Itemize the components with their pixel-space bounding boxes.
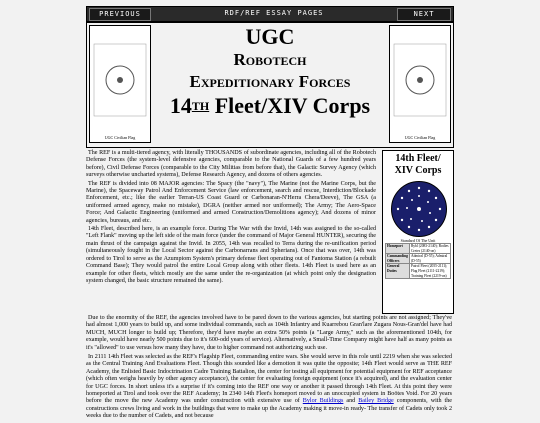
paragraph-5-tail: components, with the constructions crews living and work in the buildings that were to make up the Academy making it move-in ready- The transfer of Cadets only took 2 weeks due to the number of Cadets, and not because	[86, 398, 452, 420]
title-fleet-number: 14	[169, 93, 192, 118]
infobox-key: Commanding Officers	[387, 254, 408, 263]
infobox-title-line-1: 14th Fleet/	[395, 153, 441, 164]
previous-label: PREVIOUS	[99, 10, 141, 18]
title-line-1: UGC	[245, 24, 295, 49]
paragraph-3: 14th Fleet, described here, is an example force. During The War with the Invid, 14th was assigned to the so-called "Left Flank" moving up the left side of the main force (under the command of Major General HUNTER), securing the main thrust of the campaign against the Invid. In 2055, 14th was recalled to Terra during the re-unification period (simultaneously fought in the Local Sector against the Carbonarrans and Spherians). Once that was over, 14th was ordered to Tirol to serve as the Azumpiom System's primary defense fleet operating out of Fantoma Station (a rebuilt Command Base); They would patrol the entire Local Group along with other fleets. 14th Fleet is used here as an example for other fleets, which mostly are the same under the re-organization (at which point only the designation system changed, the basic structure remained the same).	[86, 226, 376, 284]
infobox-key: Homeport	[386, 244, 410, 254]
unit-standard-emblem	[391, 181, 447, 237]
infobox-title	[383, 153, 453, 177]
nav-bar	[86, 6, 454, 22]
infobox-value: Rybl (2083-2140); Bodies Cretes (2140-on)	[410, 244, 449, 253]
bailey-bridge-link[interactable]: Bailey Bridge	[358, 398, 394, 405]
infobox-flag-caption: Standard Of The Unit	[400, 238, 436, 243]
infobox-value: Patrol Fleet (2055-2111); Flag Fleet (2111-2219); Training Fleet (2219-on)	[409, 264, 450, 279]
flag-left-caption: UGC Civilian Flag	[104, 135, 136, 140]
flag-left-image	[90, 26, 150, 134]
infobox-key: General Duties	[386, 264, 410, 279]
infobox-row	[386, 254, 451, 264]
title-fleet-rest: Fleet/XIV Corps	[209, 93, 371, 118]
infobox-row	[386, 244, 451, 254]
paragraph-4: Due to the enormity of the REF, the agencies involved have to be pared down to the various agencies, but starting points are not assigned; They've had almost 1,000 years to build up, and some individual commands, such as 104th Infantry and Kuarrebou Gran'lare Zugara Nous-Gran'del have had MUCH, MUCH longer to build up; Therefore, they'd have maybe an extra 50% points (a "Large Army," such as the aforementioned 104th, for example, would have nearly 500 points due to it's 600-odd years of service). Alternatively, a Small-Time Company might have half as many points as it's "allowed" to use versus how many they have, due to higher command not authorizing such use.	[86, 315, 452, 351]
next-label: NEXT	[413, 10, 435, 18]
paragraph-2: The REF is divided into 08 MAJOR agencies: The Spacy (the "navy"), The Marine (not the Marine Corps, but the Marine), the Spaceway Patrol And Enforcement Service (law enforcement, search and rescue, Interdiction/Blockade Enforcement, etc.; like the earlier Terran-US Coast Guard or Carbonaran-N'Herra Chera/Deeve), The GSA (a uniformed armed agency, make no mistake), DGRA (neither armed nor uniformed); The Army; The Aero-Space Force; And Galactic Engineering (uniformed and armed Construction/Demolitions agency); And dozens of minor agencies, bureaus, and etc.	[86, 180, 376, 224]
flag-right-image	[390, 26, 450, 134]
title-line-2: Robotech	[233, 50, 307, 69]
flag-left	[89, 25, 151, 143]
link-conjunction: and	[343, 398, 359, 405]
flag-right-caption: UGC Civilian Flag	[404, 135, 436, 140]
title-fleet-suffix: TH	[191, 99, 210, 113]
infobox-table	[385, 243, 451, 279]
title-block	[153, 23, 387, 119]
paragraph-1: The REF is a multi-tiered agency, with literally THOUSANDS of subordinate agencies, including all of the Robotech Defense Forces (the system-level defensive agencies, comparable to the National Guards of a few hundred years before), Civil Defense Forces (comparable to the City Militias from before that), the Galactic Survey Agency (which surveys otherwise uncharted systems), Defense Research Agency, and dozens of others agencies.	[86, 150, 376, 179]
page-header	[86, 22, 454, 148]
paragraph-5	[86, 354, 452, 421]
bylor-buildings-link[interactable]: Bylor Buildings	[302, 398, 344, 405]
infobox-row	[386, 264, 451, 279]
article-body-continued	[86, 315, 452, 423]
unit-infobox	[382, 150, 454, 314]
infobox-value: Admiral (D-55); Admiral (D-55)	[409, 254, 450, 264]
flag-right	[389, 25, 451, 143]
star-ring-icon	[392, 182, 446, 236]
nav-title: RDF/REF ESSAY PAGES	[224, 9, 324, 17]
previous-button[interactable]	[89, 8, 151, 21]
paragraph-5-text: In 2111 14th Fleet was selected as the REF's Flagship Fleet, commanding entire wars. She would serve in this role until 2219 when she was selected as the Central Training And Evaluations Fleet. Though this sounded like a demotion it was quite the opposite; 14th Fleet would serve as THE REF Academy, the Enlisted Basic Indoctrination Cadre Training Battalion, the center for testing all equipment for potential equipment for REF acceptance (which often weighs heavily by other agency acceptance), the center for evaluating foreign equipment (once it's acquired), and the evaluation center for UGC forces. In short unless it's a surprise if it's coming into the REF one way or another it passed through 14th Fleet. At this point they were homeported at Tirol and took over the REF Academy; In 2340 14th Fleet's homeport moved to an unoccupied system in Boötes Void. For 20 years before the move the new Academy was under construction with extensive use of	[86, 354, 452, 405]
article-body	[86, 150, 376, 286]
infobox-title-line-2: XIV Corps	[394, 165, 442, 176]
title-line-3: Expeditionary Forces	[189, 72, 351, 91]
next-button[interactable]	[397, 8, 451, 21]
title-line-4	[153, 93, 387, 119]
